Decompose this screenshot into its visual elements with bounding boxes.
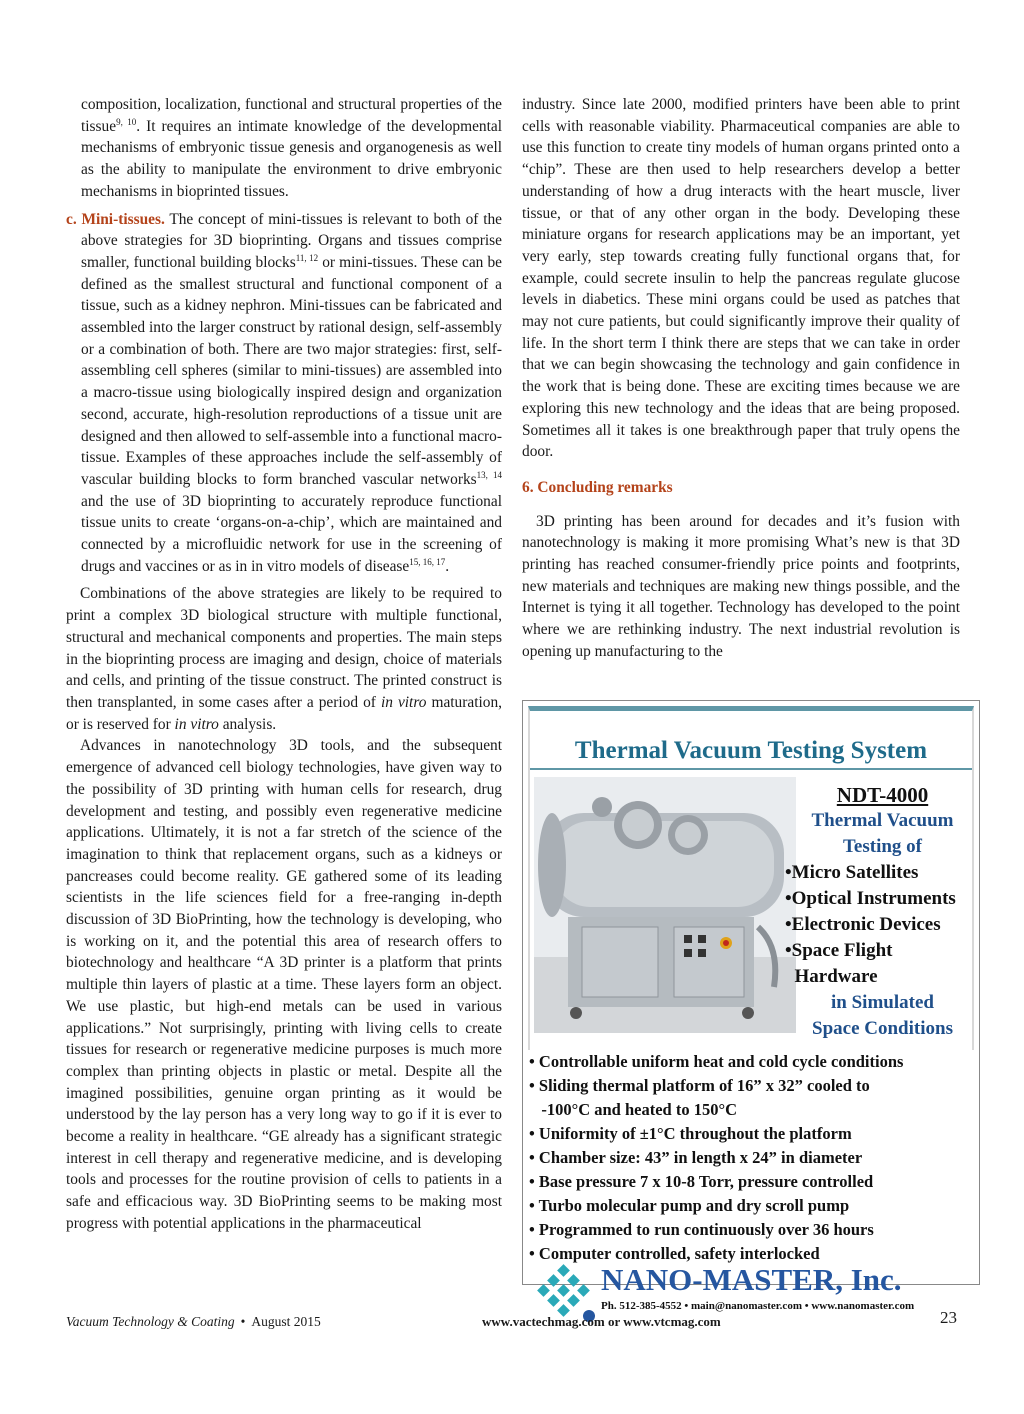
mini-tissues-paragraph: c. Mini-tissues. The concept of mini-tissues is relevant to both of the above strategies for 3D bioprinting. Organs and tissues comprise smaller, functional building blocks$^{11, 12}$ or mini-tissues. These can be defined as the smallest structural and functional component of a tissue, such as a kidney nephron. Mini-tissues can be fabricated and assembled into the larger construct by rational design, self-assembly or a combination of both. There are two major strategies: first, self-assembling cell spheres (similar to mini-tissues) are assembled into a macro-tissue using biologically inspired design and organization second, accurate, high-resolution reproductions of a tissue unit are designed and then allowed to self-assemble into a functional macro-tissue. Examples of these approaches include the self-assembly of vascular building blocks to form branched vascular networks$^{13, 14}$ and the use of 3D bioprinting to accurately reproduce functional tissue units to create ‘organs-on-a-chip’, which are maintained and connected by a microfluidic network for use in the screening of drugs and vaccines or as in in vitro models of disease$^{15, 16, 17}$. [66, 210, 503, 575]
advertisement-details [522, 1050, 980, 1312]
paragraph: composition, localization, functional and structural properties of the tissue$^{9, 10}$. It requires an intimate knowledge of the developmental mechanisms of embryonic tissue genesis and organogenesis as well as the ability to manipulate the environment to drive embryonic mechanisms in bioprinted tissues. [81, 96, 503, 200]
ad-bullet: • Computer controlled, safety interlocked [529, 1244, 820, 1263]
ad-bullet: • Controllable uniform heat and cold cycle conditions [529, 1052, 904, 1071]
paragraph: Advances in nanotechnology 3D tools, and the subsequent emergence of advanced cell biology technologies, have given way to the possibility of 3D printing with human cells for research, drug development and testing, and possibly even regenerative medicine applications. Ultimately, it is not a far stretch of the science of the imagination to think that replacement organs, such as a kidneys or pancreases could become reality. GE gathered some of its leading scientists in the life sciences field for a free-ranging in-depth discussion of 3D BioPrinting, how the technology is developing, who is working on it, and the potential this area of research offers to biotechnology and healthcare “A 3D printer is a platform that prints multiple thin layers of plastic at a time. These layers form an object. We use plastic, but high-end metals can be used in various applications.” Not surprisingly, printing with living cells to create tissues for research or regenerative medicine purposes is much more complex than printing objects in plastic or metal. Despite all the imagined possibilities, genuine organ printing as it would be understood by the lay person has a very long way to go if it is ever to become a reality in healthcare. “GE already has a significant strategic interest in cell therapy and regenerative medicine, and is developing tools and processes for the routine provision of cells to patients in a safe and efficacious way. 3D BioPrinting seems to be making most progress with potential applications in the pharmaceutical [66, 737, 502, 1232]
company-name: NANO-MASTER, Inc. [601, 1262, 902, 1297]
right-column [522, 94, 960, 663]
ad-title: Thermal Vacuum Testing System [574, 737, 928, 764]
left-column [66, 94, 502, 1235]
ad-item: •Optical Instruments [785, 888, 956, 909]
ad-bullet: -100°C and heated to 150°C [529, 1100, 737, 1119]
section-heading: 6. Concluding remarks [522, 478, 673, 496]
ad-subtitle: Thermal Vacuum [811, 810, 954, 831]
advertisement [522, 700, 980, 1066]
ad-bullet: • Sliding thermal platform of 16” x 32” cooled to [529, 1076, 870, 1095]
paragraph: industry. Since late 2000, modified printers have been able to print cells with reasonable viability. Pharmaceutical companies are able to use this function to create tiny models of human organs printed onto a “chip”. These are then used to help researchers develop a better understanding of how a drug interacts with the heart muscle, liver tissue, or that of any other organ in the body. Developing these miniature organs for research applications may be an important, yet very early, step towards creating fully functional organs that, for example, could secrete insulin to help the pancreas regulate glucose levels in diabetics. These mini organs could be used as patches that may not cure patients, but could significantly improve their quality of life. In the short term I think there are steps that we can take in order that we can begin showcasing the technology and gain confidence in the work that is being done. These are exciting times because we are exploring this new technology and the ideas that are being proposed. Sometimes all it takes is one breakthrough paper that truly opens the door. [522, 96, 960, 461]
ad-divider [530, 768, 972, 770]
ad-bullet-list [529, 1050, 903, 1266]
ad-item: •Micro Satellites [785, 862, 919, 883]
ad-subtitle: in Simulated [831, 992, 934, 1013]
ad-subtitle: Space Conditions [812, 1018, 953, 1039]
ad-item: •Electronic Devices [785, 914, 941, 935]
ad-bullet: • Programmed to run continuously over 36 hours [529, 1220, 874, 1239]
ad-item: •Space Flight [785, 940, 893, 961]
ad-bullet: • Chamber size: 43” in length x 24” in diameter [529, 1148, 863, 1167]
section-label: c. Mini-tissues. [66, 210, 165, 228]
ad-subtitle: Testing of [842, 836, 922, 857]
vacuum-chamber-image [534, 777, 796, 1033]
paragraph: 3D printing has been around for decades and it’s fusion with nanotechnology is making it more promising What’s new is that 3D printing has reached consumer-friendly price points and footprints, new materials and techniques are making new things possible, and the Internet is tying it all together. Technology has developed to the point where we are rethinking industry. The next industrial revolution is opening up manufacturing to the [522, 512, 960, 660]
ad-item: Hardware [785, 966, 878, 987]
footer-url: www.vactechmag.com or www.vtcmag.com [482, 1314, 721, 1329]
ad-bullet: • Uniformity of ±1°C throughout the platform [529, 1124, 852, 1143]
page-number: 23 [940, 1308, 957, 1327]
model-name: NDT-4000 [836, 783, 929, 807]
paragraph: Combinations of the above strategies are likely to be required to print a complex 3D biological structure with multiple functional, structural and mechanical components and properties. The main steps in the bioprinting process are imaging and design, choice of materials and cells, and printing of the tissue construct. The printed construct is then transplanted, in some cases after a period of in vitro maturation, or is reserved for in vitro analysis. [66, 585, 502, 733]
footer-journal: Vacuum Technology & Coating • August 2015 [66, 1314, 321, 1329]
company-contact: Ph. 512-385-4552 • main@nanomaster.com • www.nanomaster.com [601, 1300, 915, 1312]
ad-model-block [785, 783, 974, 1042]
ad-frame [528, 706, 974, 1060]
ad-bullet: • Base pressure 7 x 10-8 Torr, pressure controlled [529, 1172, 874, 1191]
ad-bullet: • Turbo molecular pump and dry scroll pump [529, 1196, 850, 1215]
